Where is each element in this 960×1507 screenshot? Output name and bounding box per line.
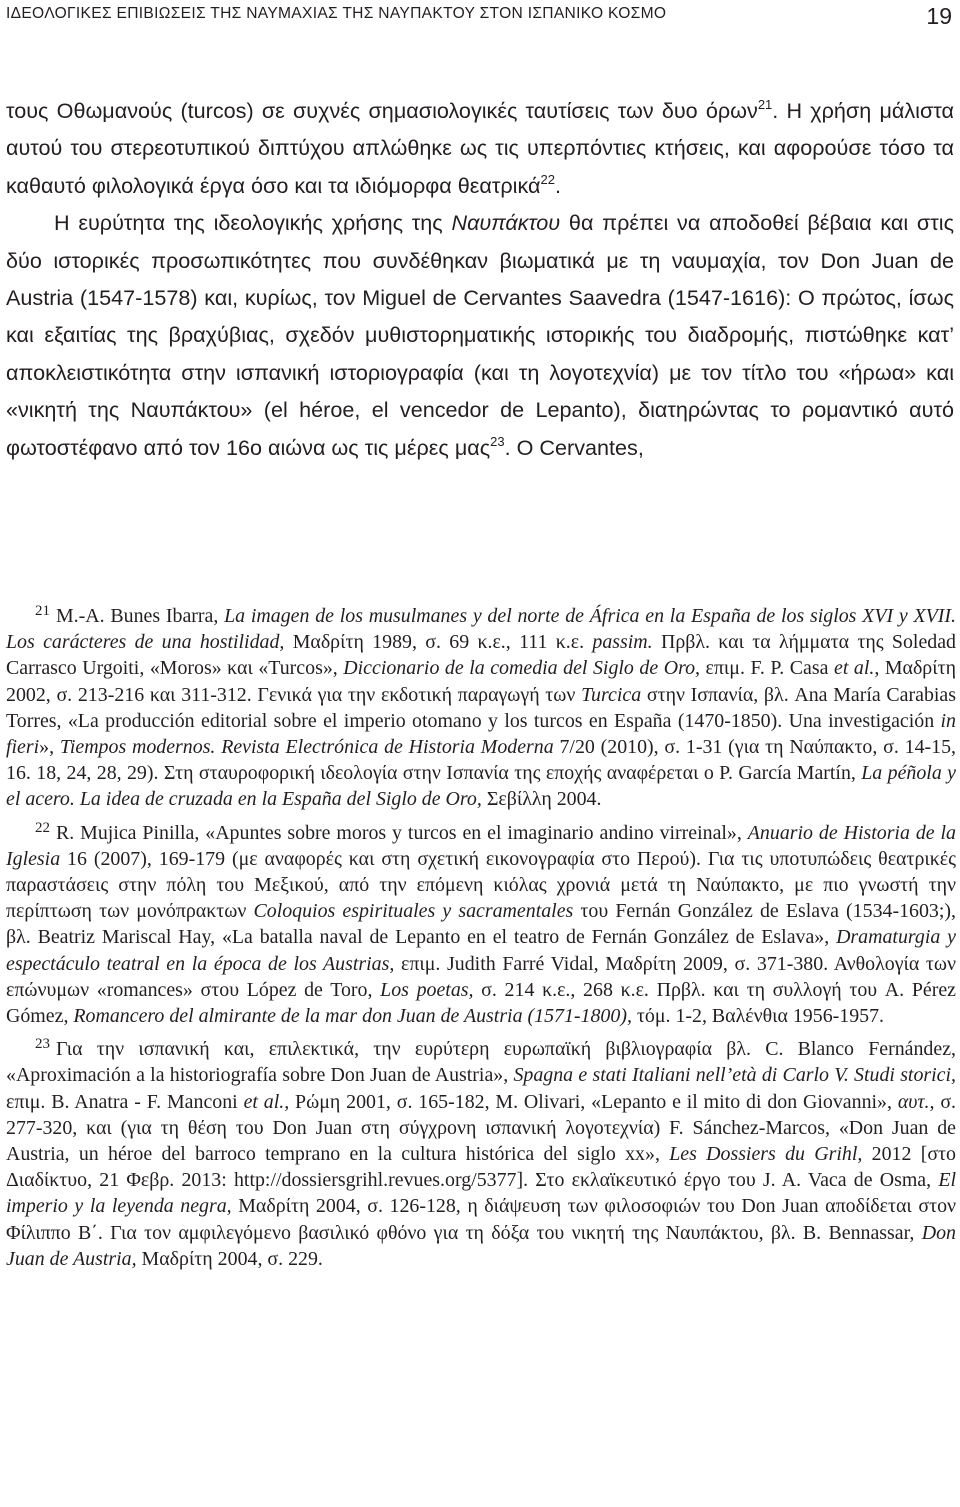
note-italic: El imperio y la leyenda negra,	[6, 1169, 956, 1218]
footnote-ref-22[interactable]: 22	[540, 171, 555, 187]
note-text: R. Mujica Pinilla, «Apuntes sobre moros y turcos en el imaginario andino virreinal»,	[56, 821, 748, 844]
note-text: Για την ισπανική και, επιλεκτικά, την ευρύτερη ευρωπαϊκή βιβλιογραφία βλ. C. Blanco Fernández, «Aproximación a la historiografía sobre Don Juan de Austria»,	[6, 1038, 956, 1087]
note-text: Ρώμη 2001, σ. 165-182, M. Olivari, «Lepanto e il mito di don Giovanni»,	[289, 1090, 898, 1113]
note-italic: Coloquios espirituales y sacramentales	[253, 900, 574, 923]
note-italic: passim.	[592, 631, 653, 654]
note-italic: et al.,	[243, 1090, 290, 1113]
note-text: σ. 214 κ.ε., 268 κ.ε. Πρβλ. και τη συλλογή του A. Pérez Gómez,	[6, 978, 957, 1028]
note-text: επιμ. B. Anatra - F. Manconi	[6, 1090, 244, 1113]
p2-text-a: Η ευρύτητα της ιδεολογικής χρήσης της	[54, 210, 452, 236]
note-italic: in fieri	[6, 709, 956, 759]
note-text: επιμ. F. P. Casa	[700, 657, 834, 680]
p2-italic: Ναυπάκτου	[451, 210, 561, 236]
note-text: του Fernán González de Eslava (1534-1603;), βλ. Beatriz Mariscal Hay, «La batalla naval de Lepanto en el teatro de Fernán González de Eslava»,	[6, 900, 956, 949]
page-number: 19	[926, 3, 952, 29]
note-italic: Tiempos modernos. Revista Electrónica de Historia Moderna	[59, 736, 554, 759]
running-title: ΙΔΕΟΛΟΓΙΚΕΣ ΕΠΙΒΙΩΣΕΙΣ ΤΗΣ ΝΑΥΜΑΧΙΑΣ ΤΗΣ ΝΑΥΠΑΚΤΟΥ ΣΤΟΝ ΙΣΠΑΝΙΚΟ ΚΟΣΜΟ	[6, 5, 667, 22]
p1-text-c: .	[554, 172, 561, 198]
note-text: Μαδρίτη 2004, σ. 229.	[136, 1247, 323, 1270]
note-italic: Turcica	[581, 683, 642, 706]
footnote-ref-21[interactable]: 21	[757, 97, 773, 112]
paragraph-1	[6, 92, 954, 204]
note-text: 7/20 (2010), σ. 1-31 (για τη Ναύπακτο, σ. 14-15, 16. 18, 24, 28, 29). Στη σταυροφορική ιδεολογία στην Ισπανία της εποχής αναφέρεται ο P. García Martín,	[6, 736, 956, 785]
note-text: 16 (2007), 169-179 (με αναφορές και στη σχετική εικονογραφία στο Περού). Για τις υποτυπώδεις θεατρικές παραστάσεις στην πόλη του Μεξικού, από την επόμενη κιόλας χρονιά μετά τη Ναύπακτο, με πιο γνωστή την περίπτωση των μονόπρακτων	[6, 847, 956, 923]
footnote-23: 23 Για την ισπανική και, επιλεκτικά, την ευρύτερη ευρωπαϊκή βιβλιογραφία βλ. C. Blanco Fernández, «Aproximación a la historiografía sobre Don Juan de Austria», Spagna e stati Italiani nell’età di Carlo V. Studi storici, επιμ. B. Anatra - F. Manconi et al., Ρώμη 2001, σ. 165-182, M. Olivari, «Lepanto e il mito di don Giovanni», αυτ., σ. 277-320, και (για τη θέση του Don Juan στη σύγχρονη ισπανική λογοτεχνία) F. Sánchez-Marcos, «Don Juan de Austria, un héroe del barroco temprano en la cultura histórica del siglo xx», Les Dossiers du Grihl, 2012 [στο Διαδίκτυο, 21 Φεβρ. 2013: http://dossiersgrihl.revues.org/5377]. Στο εκλαϊκευτικό έργο του J. A. Vaca de Osma, El imperio y la leyenda negra, Μαδρίτη 2004, σ. 126-128, η διάψευση των φιλοσοφιών του Don Juan αποδίδεται στον Φίλιππο Β΄. Για τον αμφιλεγόμενο βασιλικό φθόνο για τη δόξα του νικητή της Ναυπάκτου, βλ. B. Bennassar, Don Juan de Austria, Μαδρίτη 2004, σ. 229.	[6, 1036, 957, 1270]
note-text: σ. 277-320, και (για τη θέση του Don Juan στη σύγχρονη ισπανική λογοτεχνία) F. Sánchez-Marcos, «Don Juan de Austria, un héroe del barroco temprano en la cultura histórica del siglo xx»,	[6, 1090, 957, 1166]
note-text: M.-A. Bunes Ibarra,	[56, 605, 225, 627]
note-text: 2012 [στο Διαδίκτυο, 21 Φεβρ. 2013: http://dossiersgrihl.revues.org/5377]. Στο εκλαϊκευτικό έργο του J. A. Vaca de Osma,	[6, 1143, 956, 1192]
p2-text-b: θα πρέπει να αποδοθεί βέβαια και στις δύο ιστορικές προσωπικότητες που συνδέθηκαν βιωματικά με τη ναυμαχία, τον Don Juan de Austria (1547-1578) και, κυρίως, τον Miguel de Cervantes Saavedra (1547-1616): Ο πρώτος, ίσως και εξαιτίας της βραχύβιας, σχεδόν μυθιστορηματικής ιστορικής του διαδρομής, πιστώθηκε κατ’ αποκλειστικότητα στην ισπανική ιστοριογραφία (και τη λογοτεχνία) με τον τίτλο του «ήρωα» και «νικητή της Ναυπάκτου» (el héroe, el vencedor de Lepanto), διατηρώντας το ρομαντικό αυτό φωτοστέφανο από τον 16ο αιώνα ως τις μέρες μας	[6, 210, 954, 460]
paragraph-2	[6, 204, 954, 466]
p1-text-b: . Η χρήση μάλιστα αυτού του στερεοτυπικού διπτύχου απλώθηκε ως τις υπερπόντιες κτήσεις, και αφορούσε τόσο τα καθαυτό φιλολογικά έργα όσο και τα ιδιόμορφα θεατρικά	[6, 98, 954, 198]
note-italic: et al.	[833, 657, 875, 680]
note-italic: Don Juan de Austria,	[6, 1221, 956, 1270]
note-text: τόμ. 1-2, Βαλένθια 1956-1957.	[631, 1005, 885, 1028]
note-italic: La imagen de los musulmanes y del norte de África en la España de los siglos XVI y XVII. Los carácteres de una hostilidad,	[6, 605, 956, 654]
note-text: Σεβίλλη 2004.	[481, 788, 602, 811]
note-italic: Diccionario de la comedia del Siglo de Oro,	[343, 657, 700, 680]
note-text: στην Ισπανία, βλ. Ana María Carabias Torres, «La producción editorial sobre el imperio otomano y los turcos en España (1470-1850). Una investigación	[6, 683, 957, 732]
note-text: »,	[39, 736, 60, 759]
note-text: Πρβλ. και τα λήμματα της Soledad Carrasco Urgoiti, «Moros» και «Turcos»,	[6, 631, 956, 680]
note-text: Μαδρίτη 1989, σ. 69 κ.ε., 111 κ.ε.	[284, 631, 593, 654]
note-italic: La péñola y el acero. La idea de cruzada en la España del Siglo de Oro,	[6, 762, 956, 811]
p1-text-a: τους Οθωμανούς (turcos) σε συχνές σημασιολογικές ταυτίσεις των δυο όρων	[6, 98, 758, 123]
footnotes	[6, 603, 956, 1272]
note-italic: Anuario de Historia de la Iglesia	[6, 821, 956, 870]
note-italic: Romancero del almirante de la mar don Juan de Austria (1571-1800),	[73, 1005, 632, 1028]
footnote-21: 21 M.-A. Bunes Ibarra, La imagen de los musulmanes y del norte de África en la España de los siglos XVI y XVII. Los carácteres de una hostilidad, Μαδρίτη 1989, σ. 69 κ.ε., 111 κ.ε. passim. Πρβλ. και τα λήμματα της Soledad Carrasco Urgoiti, «Moros» και «Turcos», Diccionario de la comedia del Siglo de Oro, επιμ. F. P. Casa et al., Μαδρίτη 2002, σ. 213-216 και 311-312. Γενικά για την εκδοτική παραγωγή των Turcica στην Ισπανία, βλ. Ana María Carabias Torres, «La producción editorial sobre el imperio otomano y los turcos en España (1470-1850). Una investigación in fieri», Tiempos modernos. Revista Electrónica de Historia Moderna 7/20 (2010), σ. 1-31 (για τη Ναύπακτο, σ. 14-15, 16. 18, 24, 28, 29). Στη σταυροφορική ιδεολογία στην Ισπανία της εποχής αναφέρεται ο P. García Martín, La péñola y el acero. La idea de cruzada en la España del Siglo de Oro, Σεβίλλη 2004.	[6, 603, 957, 811]
main-text	[6, 92, 954, 466]
note-text: επιμ. Judith Farré Vidal, Μαδρίτη 2009, σ. 371-380. Ανθολογία των επώνυμων «romances» στου López de Toro,	[6, 952, 957, 1001]
note-italic: αυτ.,	[897, 1090, 935, 1113]
note-italic: Spagna e stati Italiani nell’età di Carlo V. Studi storici,	[513, 1064, 956, 1087]
note-text: , Μαδρίτη 2002, σ. 213-216 και 311-312. Γενικά για την εκδοτική παραγωγή των	[6, 657, 956, 706]
note-italic: Les Dossiers du Grihl,	[669, 1143, 863, 1166]
note-italic: Los poetas,	[380, 978, 474, 1001]
note-italic: Dramaturgia y espectáculo teatral en la época de los Austrias,	[6, 926, 956, 975]
footnote-22: 22 R. Mujica Pinilla, «Apuntes sobre moros y turcos en el imaginario andino virreinal», Anuario de Historia de la Iglesia 16 (2007), 169-179 (με αναφορές και στη σχετική εικονογραφία στο Περού). Για τις υποτυπώδεις θεατρικές παραστάσεις στην πόλη του Μεξικού, από την επόμενη κιόλας χρονιά μετά τη Ναύπακτο, με πιο γνωστή την περίπτωση των μονόπρακτων Coloquios espirituales y sacramentales του Fernán González de Eslava (1534-1603;), βλ. Beatriz Mariscal Hay, «La batalla naval de Lepanto en el teatro de Fernán González de Eslava», Dramaturgia y espectáculo teatral en la época de los Austrias, επιμ. Judith Farré Vidal, Μαδρίτη 2009, σ. 371-380. Ανθολογία των επώνυμων «romances» στου López de Toro, Los poetas, σ. 214 κ.ε., 268 κ.ε. Πρβλ. και τη συλλογή του A. Pérez Gómez, Romancero del almirante de la mar don Juan de Austria (1571-1800), τόμ. 1-2, Βαλένθια 1956-1957.	[6, 819, 957, 1028]
footnote-ref-23[interactable]: 23	[490, 433, 505, 449]
running-header	[6, 4, 952, 32]
p2-text-c: . Ο Cervantes,	[504, 434, 644, 460]
note-text: Μαδρίτη 2004, σ. 126-128, η διάψευση των φιλοσοφιών του Don Juan αποδίδεται στον Φίλιππο Β΄. Για τον αμφιλεγόμενο βασιλικό φθόνο για τη δόξα του νικητή της Ναυπάκτου, βλ. B. Bennassar,	[6, 1195, 957, 1244]
